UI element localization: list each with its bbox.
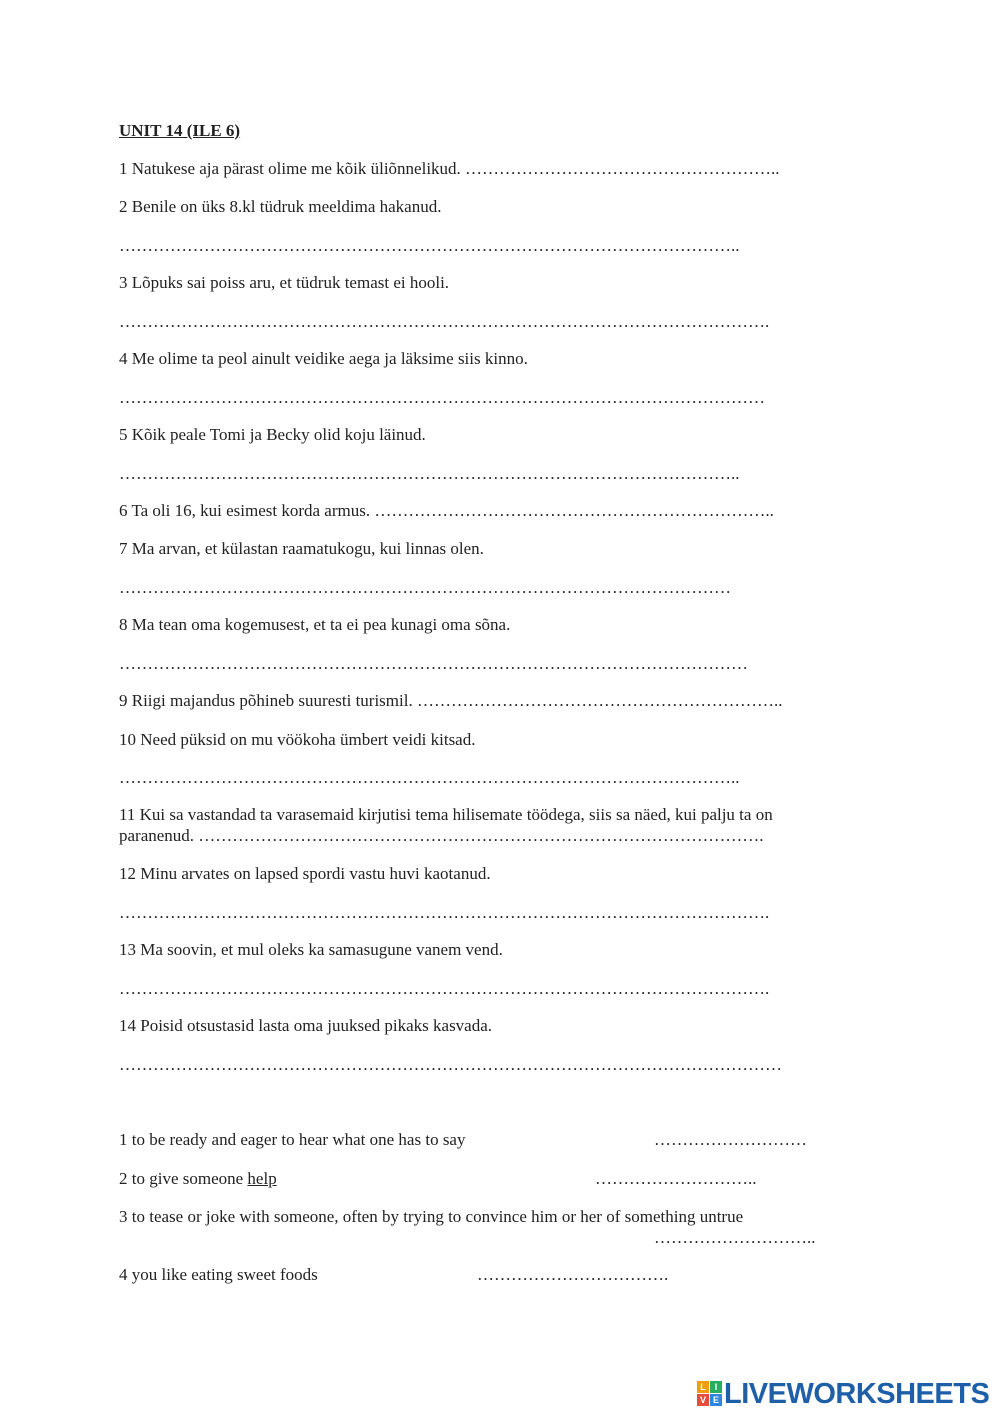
s2-answer-line-2[interactable]: ………………………..	[595, 1169, 757, 1188]
s1-answer-line-8[interactable]: …………………………………………………………………………………………………	[119, 654, 748, 673]
s1-item-13: 13 Ma soovin, et mul oleks ka samasugune vanem vend.	[119, 940, 503, 959]
logo-mark-e: E	[710, 1394, 722, 1406]
s1-item-3: 3 Lõpuks sai poiss aru, et tüdruk temast ei hooli.	[119, 273, 450, 292]
s1-item-11: 11 Kui sa vastandad ta varasemaid kirjutisi tema hilisemate töödega, siis sa näed, kui palju ta on	[119, 805, 773, 824]
s1-answer-line-10[interactable]: ………………………………………………………………………………………………..	[119, 768, 740, 787]
s1-item-8: 8 Ma tean oma kogemusest, et ta ei pea kunagi oma sõna.	[119, 615, 511, 634]
s2-answer-line-1[interactable]: ………………………	[654, 1130, 807, 1149]
s2-item-3: 3 to tease or joke with someone, often by trying to convince him or her of something untrue	[119, 1207, 744, 1226]
s1-item-9[interactable]: 9 Riigi majandus põhineb suuresti turismil. ………………………………………………………..	[119, 691, 783, 710]
s2-item-4: 4 you like eating sweet foods	[119, 1265, 318, 1284]
logo-mark-icon	[697, 1381, 723, 1407]
s2-item-2	[119, 1169, 277, 1189]
s1-answer-line-4[interactable]: ……………………………………………………………………………………………………	[119, 388, 765, 407]
s1-item-1: 1 Natukese aja pärast olime me kõik üliõnnelikud. ………………………………………………..	[119, 159, 780, 178]
s1-answer-line-14[interactable]: ………………………………………………………………………………………………………	[119, 1055, 782, 1074]
s1-item-11-line-2[interactable]: paranenud. ……………………………………………………………………………………….	[119, 826, 764, 845]
s1-item-6[interactable]: 6 Ta oli 16, kui esimest korda armus. ……………………………………………………………..	[119, 501, 774, 520]
logo-mark-v: V	[697, 1394, 709, 1406]
s1-answer-line-13[interactable]: …………………………………………………………………………………………………….	[119, 979, 770, 998]
s1-item-14: 14 Poisid otsustasid lasta oma juuksed pikaks kasvada.	[119, 1016, 493, 1035]
worksheet-title: UNIT 14 (ILE 6)	[119, 121, 241, 140]
s1-answer-line-2[interactable]: ………………………………………………………………………………………………..	[119, 236, 740, 255]
s2-item-2-text: 2 to give someone	[119, 1169, 248, 1188]
s1-answer-line-3[interactable]: …………………………………………………………………………………………………….	[119, 312, 770, 331]
s1-item-4: 4 Me olime ta peol ainult veidike aega ja läksime siis kinno.	[119, 349, 528, 368]
s2-item-2-underlined-word: help	[247, 1169, 277, 1188]
s1-item-10: 10 Need püksid on mu vöökoha ümbert veidi kitsad.	[119, 730, 476, 749]
logo-mark-l: L	[697, 1381, 709, 1393]
logo-text: LIVEWORKSHEETS	[724, 1377, 990, 1410]
s1-item-7: 7 Ma arvan, et külastan raamatukogu, kui linnas olen.	[119, 539, 484, 558]
s1-answer-line-5[interactable]: ………………………………………………………………………………………………..	[119, 464, 740, 483]
logo-mark-i: I	[710, 1381, 722, 1393]
s1-answer-line-12[interactable]: …………………………………………………………………………………………………….	[119, 903, 770, 922]
s1-item-2: 2 Benile on üks 8.kl tüdruk meeldima hakanud.	[119, 197, 442, 216]
s2-answer-line-3[interactable]: ………………………..	[654, 1228, 816, 1247]
s2-item-1: 1 to be ready and eager to hear what one has to say	[119, 1130, 466, 1149]
s1-answer-line-7[interactable]: ………………………………………………………………………………………………	[119, 578, 731, 597]
s1-item-5: 5 Kõik peale Tomi ja Becky olid koju läinud.	[119, 425, 426, 444]
s2-answer-line-4[interactable]: …………………………….	[477, 1265, 669, 1284]
s1-item-12: 12 Minu arvates on lapsed spordi vastu huvi kaotanud.	[119, 864, 491, 883]
liveworksheets-logo	[697, 1378, 989, 1410]
